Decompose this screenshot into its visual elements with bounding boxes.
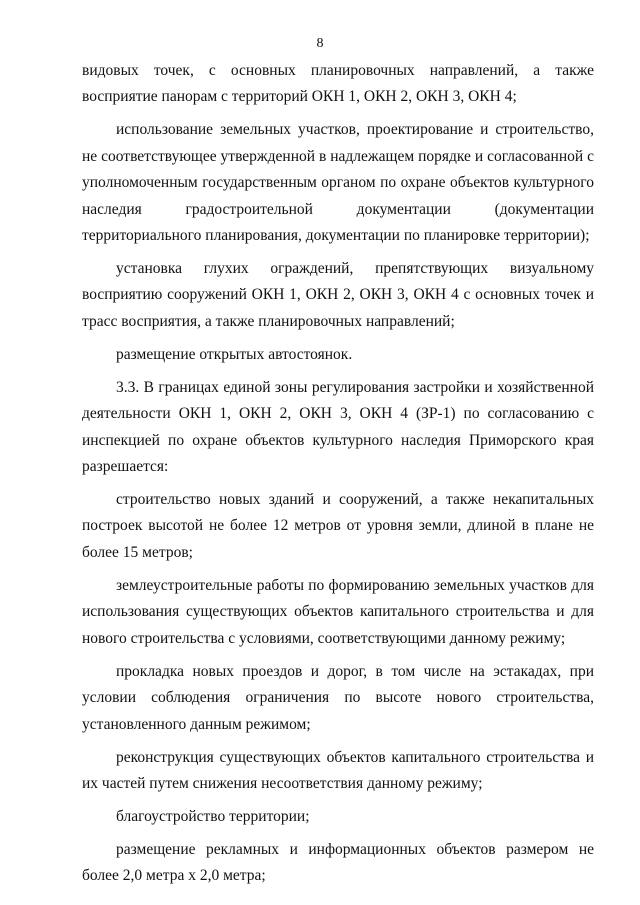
paragraph-reconstruction: реконструкция существующих объектов капитального строительства и их частей путем снижения несоответствия данному режиму; [82, 748, 594, 792]
paragraph-continuation: видовых точек, с основных планировочных направлений, а также восприятие панорам с территорий ОКН 1, ОКН 2, ОКН 3, ОКН 4; [82, 62, 594, 106]
paragraph-section-3-3: 3.3. В границах единой зоны регулирования застройки и хозяйственной деятельности ОКН 1, ОКН 2, ОКН 3, ОКН 4 (ЗР-1) по согласованию с инспекцией по охране объектов культурного наследия Приморского края разрешается: [82, 378, 594, 476]
paragraph-land-surveying: землеустроительные работы по формированию земельных участков для использования существующих объектов капитального строительства и для нового строительства с условиями, соответствующими данному режиму; [82, 576, 594, 647]
paragraph-landscaping: благоустройство территории; [116, 807, 310, 825]
paragraph-advertising: размещение рекламных и информационных объектов размером не более 2,0 метра х 2,0 метра; [82, 840, 594, 885]
document-body [82, 58, 594, 890]
paragraph-parking: размещение открытых автостоянок. [116, 345, 353, 363]
page-number: 8 [316, 36, 324, 51]
paragraph-new-buildings: строительство новых зданий и сооружений, а также некапитальных построек высотой не более 12 метров от уровня земли, длиной в плане не более 15 метров; [82, 491, 594, 561]
paragraph-land-use: использование земельных участков, проектирование и строительство, не соответствующее утвержденной в надлежащем порядке и согласованной с уполномоченным государственным органом по охране объектов культурного наследия градостроительной документации (документации территориального планирования, документации по планировке территории); [82, 121, 594, 245]
paragraph-roads: прокладка новых проездов и дорог, в том числе на эстакадах, при условии соблюдения ограничения по высоте нового строительства, установленного данным режимом; [82, 662, 594, 733]
paragraph-fences: установка глухих ограждений, препятствующих визуальному восприятию сооружений ОКН 1, ОКН 2, ОКН 3, ОКН 4 с основных точек и трасс восприятия, а также планировочных направлений; [82, 260, 594, 330]
